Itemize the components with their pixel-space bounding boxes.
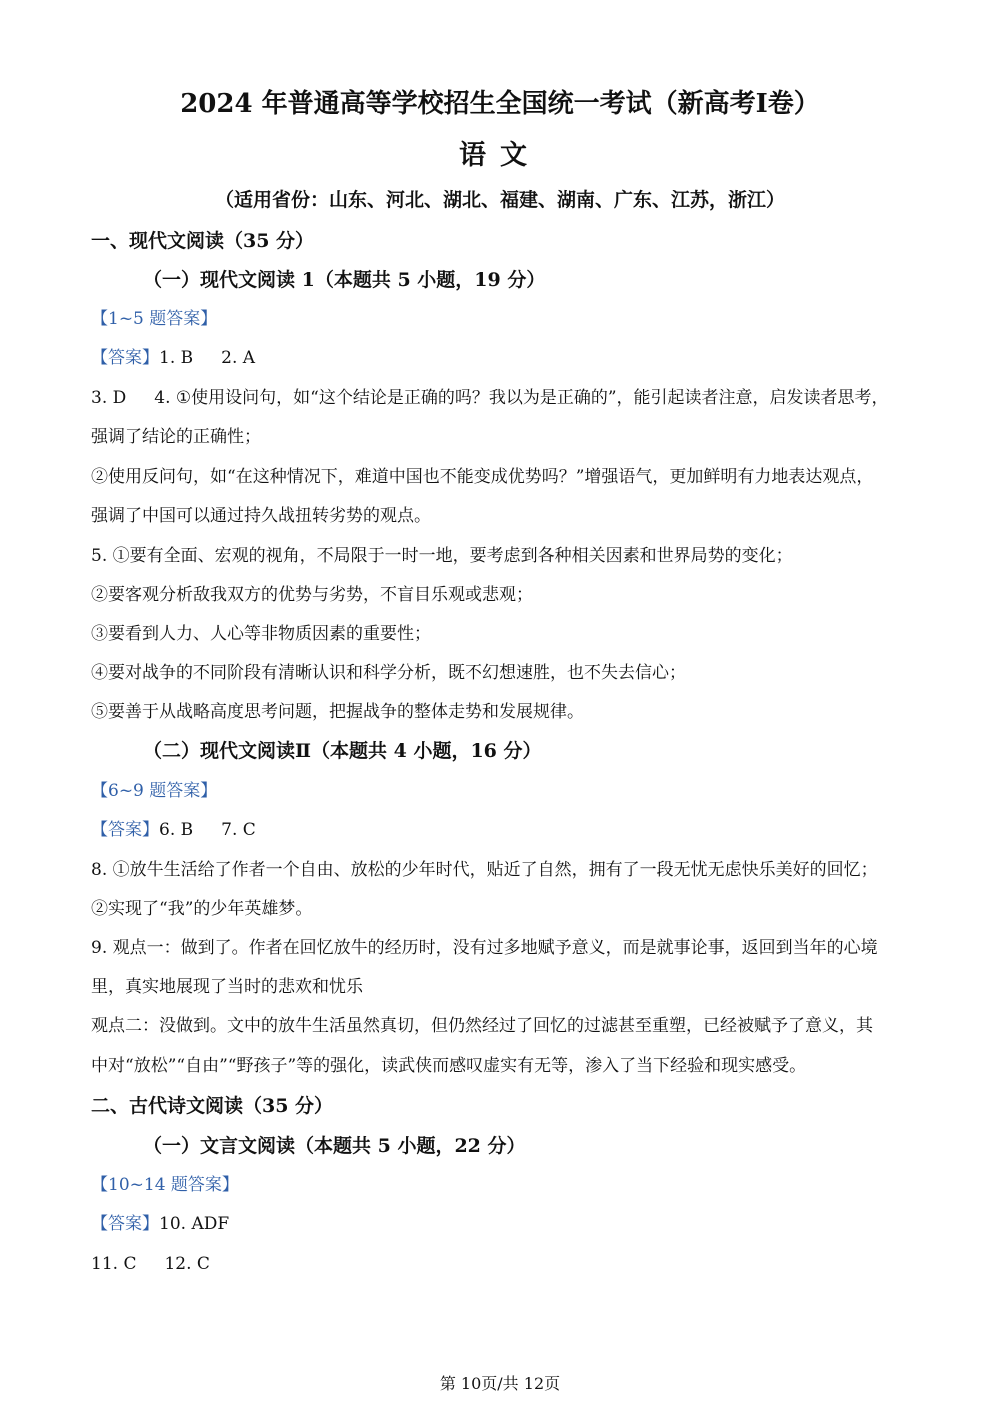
answer-q10: 10. ADF [159, 1214, 230, 1234]
section-1-1-heading: （一）现代文阅读 1（本题共 5 小题，19 分） [143, 269, 546, 291]
page-number: 第 10页/共 12页 [439, 1374, 561, 1393]
section-2-1-heading: （一）文言文阅读（本题共 5 小题，22 分） [143, 1135, 526, 1157]
answer-q1: 1. B [159, 348, 194, 368]
answer-label: 【答案】 [91, 1214, 159, 1234]
answer-q9-line-2: 里，真实地展现了当时的悲欢和忧乐 [91, 977, 363, 997]
section-1-2-heading: （二）现代文阅读Ⅱ（本题共 4 小题，16 分） [143, 740, 542, 762]
answer-q6: 6. B [159, 820, 194, 840]
section-1-heading: 一、现代文阅读（35 分） [91, 230, 315, 252]
answer-q8-line-1: 8. ①放牛生活给了作者一个自由、放松的少年时代，贴近了自然，拥有了一段无忧无虑快乐美好的回忆； [91, 860, 878, 880]
answer-row-10 [91, 1211, 916, 1237]
answer-q9-line-4: 中对“放松”“自由”“野孩子”等的强化，读武侠而感叹虚实有无等，渗入了当下经验和现实感受。 [91, 1056, 807, 1076]
answer-row-11-12 [91, 1251, 916, 1277]
answer-q12: 12. C [164, 1254, 210, 1274]
answer-q5-line-1: 5. ①要有全面、宏观的视角，不局限于一时一地，要考虑到各种相关因素和世界局势的变化； [91, 546, 793, 566]
subject-title: 语文 [459, 140, 541, 171]
answer-row-1-2 [91, 345, 916, 371]
answer-q7: 7. C [221, 820, 256, 840]
answer-q5-line-3: ③要看到人力、人心等非物质因素的重要性； [91, 624, 431, 644]
answer-tag-6-9: 【6~9 题答案】 [91, 781, 218, 801]
applicable-provinces: （适用省份：山东、河北、湖北、福建、湖南、广东、江苏，浙江） [214, 189, 785, 211]
answer-label: 【答案】 [91, 348, 159, 368]
answer-q5-line-4: ④要对战争的不同阶段有清晰认识和科学分析，既不幻想速胜，也不失去信心； [91, 663, 686, 683]
answer-q4-line-1: 4. ①使用设问句，如“这个结论是正确的吗？我以为是正确的”，能引起读者注意，启发读者思考， [154, 388, 889, 408]
answer-q4-line-2: 强调了结论的正确性； [91, 427, 261, 447]
answer-q5-line-2: ②要客观分析敌我双方的优势与劣势，不盲目乐观或悲观； [91, 585, 533, 605]
answer-q5-line-5: ⑤要善于从战略高度思考问题，把握战争的整体走势和发展规律。 [91, 702, 584, 722]
answer-tag-1-5: 【1~5 题答案】 [91, 309, 218, 329]
answer-q8-line-2: ②实现了“我”的少年英雄梦。 [91, 899, 313, 919]
section-2-heading: 二、古代诗文阅读（35 分） [91, 1095, 334, 1117]
answer-label: 【答案】 [91, 820, 159, 840]
answer-q4-line-3: ②使用反问句，如“在这种情况下，难道中国也不能变成优势吗？”增强语气，更加鲜明有力地表达观点， [91, 467, 874, 487]
answer-row-3-4 [91, 385, 916, 411]
answer-row-6-7 [91, 817, 916, 843]
answer-q3: 3. D [91, 388, 127, 408]
answer-tag-10-14: 【10~14 题答案】 [91, 1175, 239, 1195]
answer-q2: 2. A [221, 348, 256, 368]
answer-q4-line-4: 强调了中国可以通过持久战扭转劣势的观点。 [91, 506, 431, 526]
exam-title: 2024 年普通高等学校招生全国统一考试（新高考Ⅰ卷） [180, 89, 820, 119]
answer-q11: 11. C [91, 1254, 137, 1274]
answer-q9-line-1: 9. 观点一：做到了。作者在回忆放牛的经历时，没有过多地赋予意义，而是就事论事，返回到当年的心境 [91, 938, 878, 958]
answer-q9-line-3: 观点二：没做到。文中的放牛生活虽然真切，但仍然经过了回忆的过滤甚至重塑，已经被赋予了意义，其 [91, 1016, 873, 1036]
